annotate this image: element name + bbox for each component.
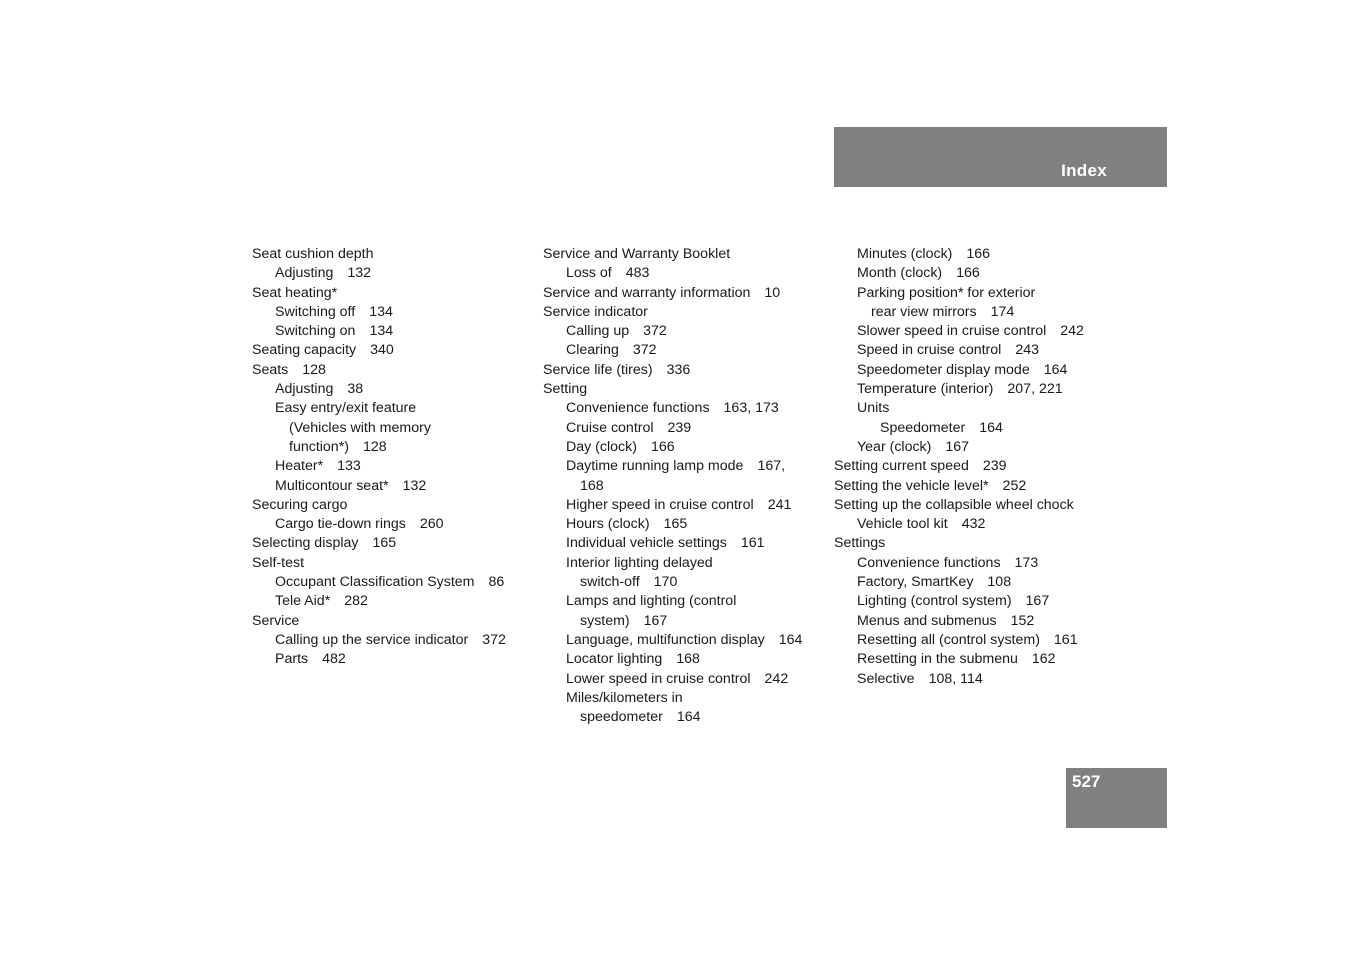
index-entry	[543, 399, 823, 418]
index-entry	[252, 515, 532, 534]
entry-term: Switching on	[275, 323, 356, 340]
index-entry	[543, 650, 823, 669]
entry-page-ref[interactable]: 164	[778, 631, 803, 648]
index-entry	[834, 612, 1134, 631]
entry-page-ref[interactable]: 174	[990, 303, 1015, 320]
entry-term: Clearing	[566, 342, 619, 359]
entry-term: Slower speed in cruise control	[857, 323, 1047, 340]
entry-term: Calling up	[566, 323, 630, 340]
index-entry	[252, 612, 532, 631]
page-number: 527	[1072, 772, 1101, 791]
entry-page-ref[interactable]: 166	[650, 438, 675, 455]
index-entry	[834, 419, 1134, 438]
index-entry	[252, 496, 532, 515]
index-entry	[252, 284, 532, 303]
entry-page-ref[interactable]: 134	[369, 303, 393, 320]
entry-page-ref[interactable]: 242	[764, 670, 789, 687]
index-entry	[543, 534, 823, 553]
entry-term: Service life (tires)	[543, 361, 653, 378]
entry-page-ref[interactable]: 282	[344, 593, 368, 610]
index-entry	[834, 457, 1134, 476]
entry-page-ref[interactable]: 166	[966, 246, 991, 262]
entry-term: Speed in cruise control	[857, 342, 1002, 359]
entry-page-ref[interactable]: 372	[643, 323, 667, 340]
entry-page-ref[interactable]: 207, 221	[1007, 381, 1063, 398]
entry-term: Seating capacity	[252, 342, 357, 359]
entry-term: Loss of	[566, 265, 612, 282]
index-entry	[252, 245, 532, 264]
entry-term: Month (clock)	[857, 265, 943, 282]
entry-term: Resetting in the submenu	[857, 651, 1018, 668]
index-entry	[834, 380, 1134, 399]
entry-page-ref[interactable]: 173	[1014, 554, 1039, 571]
entry-term: speedometer	[580, 709, 663, 726]
index-entry	[252, 341, 532, 360]
entry-term: Multicontour seat*	[275, 477, 389, 494]
entry-page-ref[interactable]: 132	[402, 477, 427, 494]
index-entry	[543, 670, 823, 689]
entry-term: Menus and submenus	[857, 612, 997, 629]
index-entry	[834, 592, 1134, 611]
entry-term: Seats	[252, 361, 289, 378]
index-entry	[252, 303, 532, 322]
entry-term: Factory, SmartKey	[857, 574, 974, 591]
index-entry	[543, 284, 823, 303]
index-entry	[834, 496, 1134, 515]
entry-term: Cargo tie-down rings	[275, 516, 406, 533]
entry-term: Speedometer	[880, 419, 966, 436]
index-entry	[252, 554, 532, 573]
entry-term: Setting the vehicle level*	[834, 477, 989, 494]
entry-term: Hours (clock)	[566, 516, 650, 533]
entry-term: Higher speed in cruise control	[566, 496, 754, 513]
entry-page-ref[interactable]: 241	[767, 496, 792, 513]
index-entry	[543, 612, 823, 631]
index-entry	[543, 341, 823, 360]
entry-page-ref[interactable]: 372	[482, 631, 506, 648]
entry-page-ref[interactable]: 164	[676, 709, 701, 726]
entry-term: Cruise control	[566, 419, 654, 436]
entry-term: Service	[252, 612, 300, 629]
page-number-box	[1066, 768, 1167, 828]
index-entry	[252, 322, 532, 341]
index-entry	[834, 341, 1134, 360]
entry-page-ref[interactable]: 128	[302, 361, 326, 378]
index-entry	[543, 361, 823, 380]
entry-page-ref[interactable]: 168	[676, 651, 700, 668]
entry-term: Adjusting	[275, 381, 334, 398]
entry-page-ref[interactable]: 252	[1002, 477, 1027, 494]
entry-term: rear view mirrors	[871, 303, 977, 320]
index-entry	[834, 573, 1134, 592]
index-entry	[252, 631, 532, 650]
entry-page-ref[interactable]: 162	[1031, 651, 1056, 668]
entry-page-ref[interactable]: 163, 173	[723, 400, 779, 417]
entry-term: Setting	[543, 381, 588, 398]
entry-term: Day (clock)	[566, 438, 637, 455]
entry-term: Resetting all (control system)	[857, 631, 1040, 648]
entry-term: Setting up the collapsible wheel chock	[834, 496, 1074, 513]
index-entry	[834, 650, 1134, 669]
entry-term: Convenience functions	[566, 400, 710, 417]
entry-term: Speedometer display mode	[857, 361, 1030, 378]
entry-term: Calling up the service indicator	[275, 631, 469, 648]
entry-page-ref[interactable]: 134	[369, 323, 394, 340]
entry-page-ref[interactable]: 165	[372, 535, 397, 552]
entry-term: Tele Aid*	[275, 593, 331, 610]
entry-term: Parking position* for exterior	[857, 284, 1036, 301]
entry-page-ref[interactable]: 483	[625, 265, 650, 282]
index-entry	[252, 477, 532, 496]
entry-term: Minutes (clock)	[857, 246, 953, 262]
entry-term: Service and Warranty Booklet	[543, 246, 731, 262]
entry-term: Self-test	[252, 554, 305, 571]
entry-term: switch-off	[580, 574, 640, 591]
index-column-2	[543, 245, 823, 727]
index-entry	[543, 515, 823, 534]
entry-term: Units	[857, 400, 890, 417]
entry-term: Convenience functions	[857, 554, 1001, 571]
index-entry	[543, 592, 823, 611]
entry-page-ref[interactable]: 165	[663, 516, 688, 533]
entry-term: Lighting (control system)	[857, 593, 1012, 610]
index-entry	[834, 554, 1134, 573]
index-entry	[543, 303, 823, 322]
entry-page-ref[interactable]: 336	[666, 361, 691, 378]
index-column-3	[834, 245, 1134, 689]
index-entry	[252, 380, 532, 399]
entry-term: Easy entry/exit feature	[275, 400, 417, 417]
index-entry	[834, 438, 1134, 457]
index-entry	[543, 457, 823, 476]
index-entry	[252, 419, 532, 438]
entry-page-ref[interactable]: 260	[419, 516, 444, 533]
entry-term: Miles/kilometers in	[566, 689, 683, 706]
index-entry	[834, 670, 1134, 689]
entry-page-ref[interactable]: 243	[1015, 342, 1039, 359]
index-entry	[543, 264, 823, 283]
section-header-bar	[834, 127, 1167, 187]
entry-page-ref[interactable]: 38	[347, 381, 364, 398]
index-entry	[543, 419, 823, 438]
entry-term: Settings	[834, 535, 886, 552]
entry-term: Language, multifunction display	[566, 631, 765, 648]
entry-term: Parts	[275, 651, 309, 668]
index-entry	[543, 245, 823, 264]
entry-term: Occupant Classification System	[275, 574, 475, 591]
index-entry	[543, 496, 823, 515]
entry-term: Daytime running lamp mode	[566, 458, 744, 475]
entry-term: Vehicle tool kit	[857, 516, 948, 533]
index-entry	[252, 361, 532, 380]
entry-page-ref[interactable]: 340	[370, 342, 394, 359]
index-entry	[252, 650, 532, 669]
index-entry	[834, 399, 1134, 418]
index-column-1	[252, 245, 532, 670]
entry-page-ref[interactable]: 482	[322, 651, 346, 668]
entry-page-ref[interactable]: 167,	[757, 458, 786, 475]
index-entry	[834, 284, 1134, 303]
entry-term: Setting current speed	[834, 458, 969, 475]
index-entry	[543, 322, 823, 341]
entry-page-ref[interactable]: 167	[1025, 593, 1050, 610]
index-entry	[834, 534, 1134, 553]
index-entry	[543, 708, 823, 727]
index-entry	[252, 438, 532, 457]
entry-page-ref[interactable]: 239	[667, 419, 692, 436]
entry-term: Service and warranty information	[543, 284, 751, 301]
entry-page-ref[interactable]: 432	[961, 516, 986, 533]
index-entry	[543, 573, 823, 592]
entry-term: Temperature (interior)	[857, 381, 994, 398]
entry-page-ref[interactable]: 164	[979, 419, 1003, 436]
index-entry	[252, 534, 532, 553]
entry-term: Securing cargo	[252, 496, 348, 513]
index-entry	[252, 264, 532, 283]
entry-term: Locator lighting	[566, 651, 663, 668]
entry-page-ref[interactable]: 372	[632, 342, 657, 359]
entry-term: Lamps and lighting (control	[566, 593, 737, 610]
index-entry	[834, 477, 1134, 496]
entry-term: Individual vehicle settings	[566, 535, 727, 552]
index-entry	[252, 399, 532, 418]
index-entry	[543, 689, 823, 708]
index-entry	[834, 264, 1134, 283]
entry-page-ref[interactable]: 166	[956, 265, 980, 282]
index-entry	[834, 515, 1134, 534]
entry-page-ref[interactable]: 164	[1043, 361, 1068, 378]
index-entry	[834, 361, 1134, 380]
entry-term: Seat cushion depth	[252, 246, 374, 262]
index-entry	[252, 592, 532, 611]
entry-page-ref[interactable]: 239	[982, 458, 1007, 475]
section-title: Index	[1061, 161, 1107, 180]
entry-term: Selective	[857, 670, 915, 687]
entry-page-ref[interactable]: 170	[653, 574, 678, 591]
index-entry	[543, 554, 823, 573]
index-entry	[543, 380, 823, 399]
index-entry	[543, 477, 823, 496]
entry-page-ref[interactable]: 161	[1053, 631, 1078, 648]
index-entry	[834, 245, 1134, 264]
entry-page-ref[interactable]: 132	[347, 265, 372, 282]
index-entry	[252, 457, 532, 476]
entry-term: Selecting display	[252, 535, 359, 552]
entry-page-ref[interactable]: 108, 114	[928, 670, 983, 687]
entry-page-ref[interactable]: 128	[362, 438, 387, 455]
entry-term: Heater*	[275, 458, 324, 475]
entry-term: Lower speed in cruise control	[566, 670, 751, 687]
entry-term: Year (clock)	[857, 438, 932, 455]
index-entry	[834, 303, 1134, 322]
entry-page-ref[interactable]: 242	[1060, 323, 1084, 340]
index-entry	[834, 631, 1134, 650]
index-entry	[252, 573, 532, 592]
entry-page-ref[interactable]: 133	[337, 458, 361, 475]
entry-term: Switching off	[275, 303, 356, 320]
index-entry	[543, 438, 823, 457]
entry-term: Service indicator	[543, 303, 648, 320]
index-entry	[543, 631, 823, 650]
entry-page-ref[interactable]: 167	[945, 438, 970, 455]
entry-term: system)	[580, 612, 630, 629]
entry-page-ref[interactable]: 10	[764, 284, 781, 301]
entry-page-ref[interactable]: 167	[643, 612, 668, 629]
entry-term: Interior lighting delayed	[566, 554, 713, 571]
entry-term: function*)	[289, 438, 349, 455]
entry-term: Seat heating*	[252, 284, 338, 301]
index-entry	[834, 322, 1134, 341]
entry-page-ref[interactable]: 108	[987, 574, 1012, 591]
entry-page-ref[interactable]: 86	[488, 574, 505, 591]
entry-page-ref[interactable]: 152	[1010, 612, 1035, 629]
entry-term: 168	[580, 477, 604, 494]
entry-term: Adjusting	[275, 265, 334, 282]
entry-page-ref[interactable]: 161	[740, 535, 765, 552]
entry-term: (Vehicles with memory	[289, 419, 431, 436]
